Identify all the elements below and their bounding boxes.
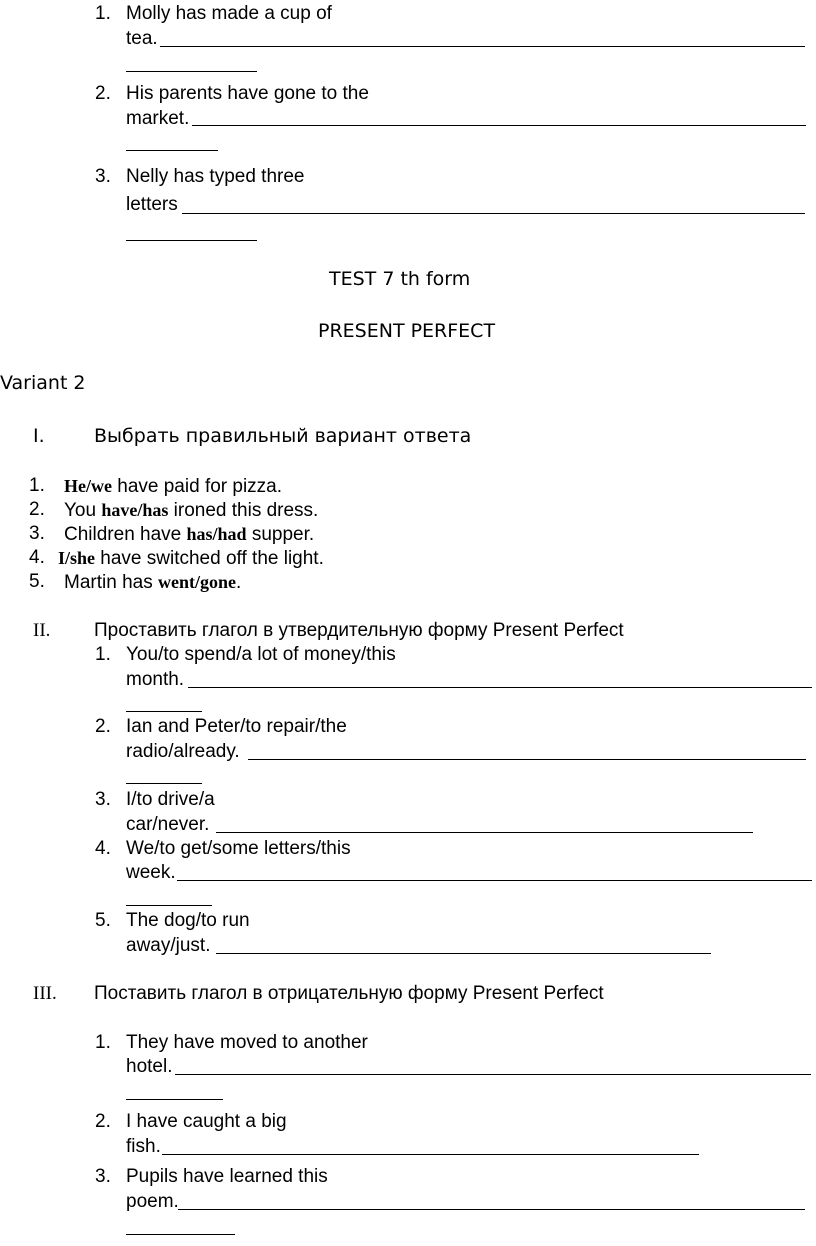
answer-line[interactable] xyxy=(248,759,806,760)
item-text-continued: market. xyxy=(126,108,190,129)
list-item xyxy=(29,498,319,522)
answer-line[interactable] xyxy=(216,832,753,833)
answer-line[interactable] xyxy=(126,240,257,241)
answer-line[interactable] xyxy=(126,71,257,72)
item-text: Molly has made a cup of xyxy=(126,3,332,24)
item-number: 3. xyxy=(95,166,111,187)
section-number: I. xyxy=(33,425,45,447)
item-number: 1. xyxy=(95,3,111,24)
item-number: 2. xyxy=(95,83,111,104)
choice-option[interactable]: He/we xyxy=(64,476,112,496)
item-text-continued: tea. xyxy=(126,28,158,49)
item-text: You/to spend/a lot of money/this xyxy=(126,644,396,665)
answer-line[interactable] xyxy=(182,213,805,214)
item-text: They have moved to another xyxy=(126,1032,368,1053)
item-number: 2. xyxy=(95,716,111,737)
item-text: ironed this dress. xyxy=(168,500,319,521)
item-text-continued: letters xyxy=(126,194,178,215)
item-number: 2. xyxy=(95,1111,111,1132)
answer-line[interactable] xyxy=(216,953,711,954)
answer-line[interactable] xyxy=(126,711,202,712)
item-text: Pupils have learned this xyxy=(126,1166,328,1187)
section-heading: Поставить глагол в отрицательную форму Present Perfect xyxy=(94,983,604,1004)
item-number: 4. xyxy=(29,547,45,568)
choice-option[interactable]: have/has xyxy=(101,500,169,520)
item-text: . xyxy=(235,572,242,593)
item-number: 5. xyxy=(29,571,45,592)
test-subtitle: PRESENT PERFECT xyxy=(318,320,496,342)
answer-line[interactable] xyxy=(126,783,202,784)
item-text: Martin has xyxy=(64,572,158,593)
item-text: I have caught a big xyxy=(126,1111,287,1132)
item-number: 1. xyxy=(29,475,45,496)
item-text-continued: poem. xyxy=(126,1191,179,1212)
item-text-continued: week. xyxy=(126,862,176,883)
item-text: We/to get/some letters/this xyxy=(126,838,351,859)
variant-label: Variant 2 xyxy=(0,372,86,394)
answer-line[interactable] xyxy=(192,125,806,126)
item-number: 3. xyxy=(29,523,45,544)
item-text: have switched off the light. xyxy=(95,548,324,569)
item-text: supper. xyxy=(246,524,315,545)
list-item xyxy=(29,474,283,498)
answer-line[interactable] xyxy=(177,880,812,881)
section-heading: Выбрать правильный вариант ответа xyxy=(94,425,472,447)
answer-line[interactable] xyxy=(126,905,212,906)
item-number: 1. xyxy=(95,644,111,665)
answer-line[interactable] xyxy=(175,1074,811,1075)
item-text-continued: hotel. xyxy=(126,1056,173,1077)
item-text: I/to drive/a xyxy=(126,789,215,810)
item-text: His parents have gone to the xyxy=(126,83,369,104)
list-item xyxy=(29,570,242,594)
item-text-continued: month. xyxy=(126,669,185,690)
answer-line[interactable] xyxy=(160,46,805,47)
item-text: Ian and Peter/to repair/the xyxy=(126,716,347,737)
item-number: 5. xyxy=(95,910,111,931)
answer-line[interactable] xyxy=(126,150,218,151)
answer-line[interactable] xyxy=(178,1209,805,1210)
answer-line[interactable] xyxy=(162,1154,699,1155)
list-item xyxy=(29,546,324,570)
item-text-continued: away/just. xyxy=(126,935,211,956)
item-number: 2. xyxy=(29,499,45,520)
section-heading: Проставить глагол в утвердительную форму Present Perfect xyxy=(94,620,624,641)
item-number: 3. xyxy=(95,789,111,810)
item-text: Nelly has typed three xyxy=(126,166,305,187)
item-text: The dog/to run xyxy=(126,910,250,931)
choice-option[interactable]: I/she xyxy=(58,548,96,568)
item-text: have paid for pizza. xyxy=(111,476,283,497)
answer-line[interactable] xyxy=(126,1234,235,1235)
item-text-continued: radio/already. xyxy=(126,741,240,762)
item-text: You xyxy=(64,500,102,521)
section-number: II. xyxy=(33,620,51,641)
test-title: TEST 7 th form xyxy=(329,268,471,290)
item-text-continued: car/never. xyxy=(126,814,210,835)
section-number: III. xyxy=(33,983,57,1004)
item-number: 3. xyxy=(95,1166,111,1187)
item-text: Children have xyxy=(64,524,187,545)
item-text-continued: fish. xyxy=(126,1136,161,1157)
choice-option[interactable]: went/gone xyxy=(157,572,236,592)
answer-line[interactable] xyxy=(188,687,812,688)
list-item xyxy=(29,522,315,546)
choice-option[interactable]: has/had xyxy=(186,524,247,544)
item-number: 1. xyxy=(95,1032,111,1053)
item-number: 4. xyxy=(95,838,111,859)
answer-line[interactable] xyxy=(126,1099,223,1100)
